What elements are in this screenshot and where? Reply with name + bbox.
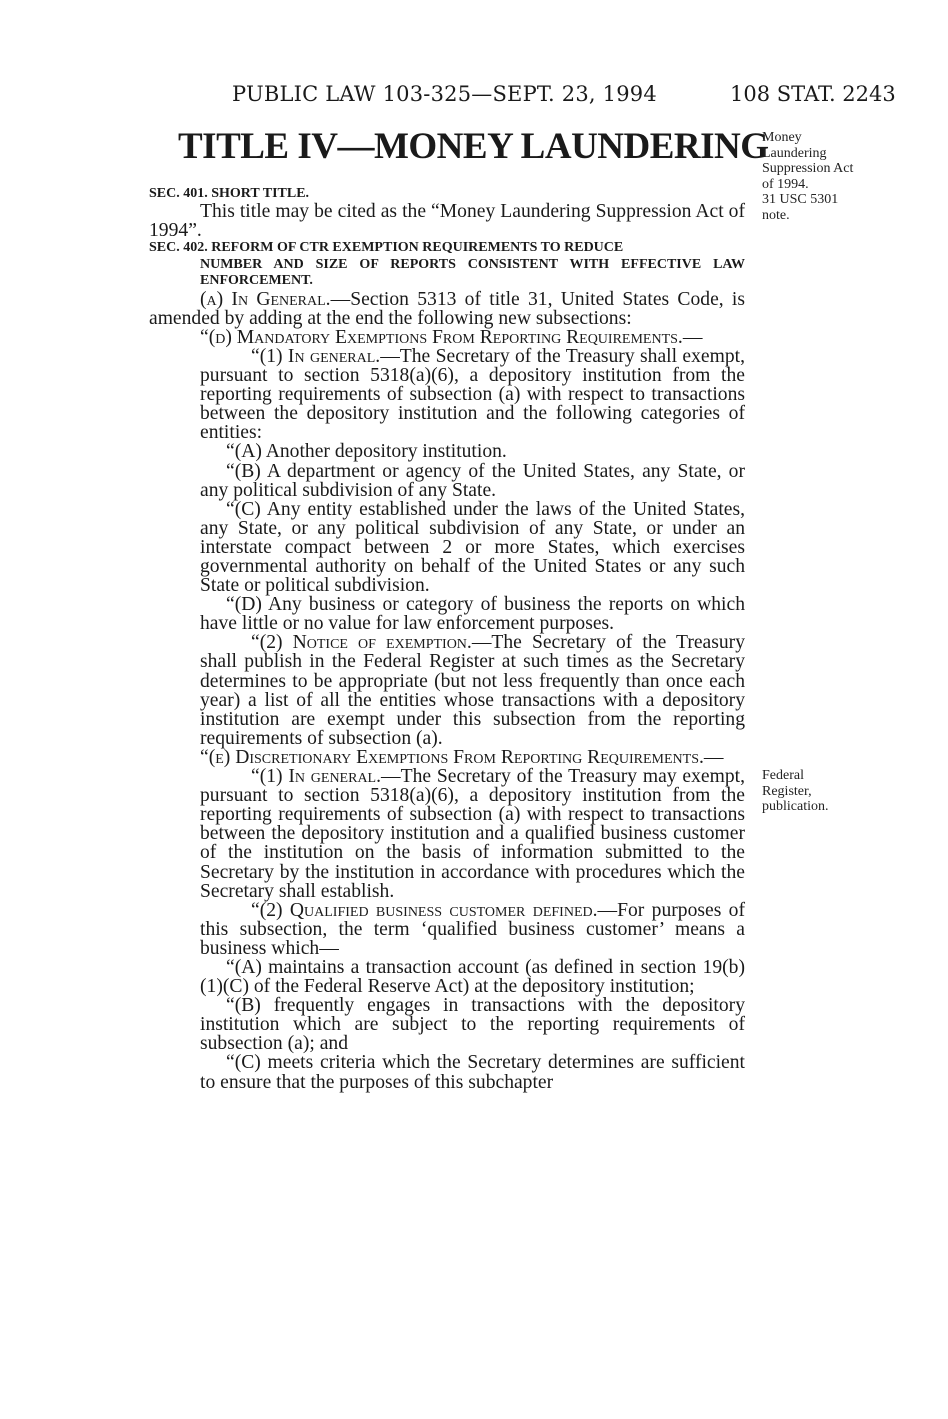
section-402-heading [149,240,745,290]
item-d-c: “(C) Any entity established under the laws of the United States, any State, or any political subdivision of any State, or under an interstate compact between 2 or more States, which exercises governmental authority on behalf of the United States or any such State or political subdivision. [200,498,745,597]
margin-note-line: Suppression Act [762,161,854,176]
margin-note-line: note. [762,207,790,223]
subsection-a [149,290,745,328]
paragraph-d1-label: “(1) In general. [251,345,381,367]
section-401-heading: SEC. 401. SHORT TITLE. [149,186,310,201]
paragraph-d1-text: —The Secretary of the Treasury shall exempt, pursuant to section 5318(a)(6), a depository institution from the reporting requirements of subsection (a) with respect to transactions between the depository institution and the following categories of entities: [200,345,745,444]
margin-note-short-title [762,130,902,223]
margin-note-line: of 1994. [762,176,809,192]
section-402-heading-line2: NUMBER AND SIZE OF REPORTS CONSISTENT WITH EFFECTIVE LAW ENFORCEMENT. [200,256,745,289]
margin-note-line: publication. [762,799,829,814]
law-citation: PUBLIC LAW 103-325—SEPT. 23, 1994 [232,82,657,106]
margin-note-line: Register, [762,783,812,799]
item-d-b: “(B) A department or agency of the United States, any State, or any political subdivision of any State. [200,460,745,501]
page-header [0,82,948,112]
margin-note-line: 31 USC 5301 [762,192,839,207]
section-402-heading-line1: SEC. 402. REFORM OF CTR EXEMPTION REQUIREMENTS TO REDUCE [149,240,624,256]
margin-note-line: Laundering [762,145,827,161]
paragraph-e1-text: —The Secretary of the Treasury may exempt, pursuant to section 5318(a)(6), a depository institution from the reporting requirements of subsection (a) with respect to transactions between the depository institution and a qualified business customer of the institution on the basis of information submitted to the Secretary by the institution in accordance with procedures which the Secretary shall establish. [200,766,746,902]
paragraph-e2 [149,901,745,958]
item-d-d: “(D) Any business or category of business the reports on which have little or no value for law enforcement purposes. [200,594,745,635]
paragraph-d1 [149,347,745,442]
margin-note-line: Federal [762,768,804,783]
title-heading: TITLE IV—MONEY LAUNDERING [178,126,769,167]
paragraph-e2-label: “(2) Qualified business customer defined. [251,899,598,921]
statute-page: 108 STAT. 2243 [730,82,896,106]
paragraph-d2-text: —The Secretary of the Treasury shall publish in the Federal Register at such times as the Secretary determines to be appropriate (but not less frequently than once each year) a list of all the entities whose transactions with a depository institution are exempt under this subsection from the reporting requirements of subsection (a). [200,632,745,749]
item-d-a: “(A) Another depository institution. [226,441,507,463]
paragraph-e2-text: —For purposes of this subsection, the term ‘qualified business customer’ means a business which— [200,899,745,959]
subsection-d-heading: “(d) Mandatory Exemptions From Reporting Requirements.— [200,326,703,348]
subsection-a-text: —Section 5313 of title 31, United States Code, is amended by adding at the end the following new subsections: [149,288,746,329]
item-e-c: “(C) meets criteria which the Secretary determines are sufficient to ensure that the purposes of this subchapter [200,1052,745,1093]
subsection-a-label: (a) In General. [200,288,331,310]
paragraph-e1 [149,767,745,901]
paragraph-d2-label: “(2) Notice of exemption. [251,632,472,654]
item-e-b: “(B) frequently engages in transactions with the depository institution which are subject to the reporting requirements of subsection (a); and [200,995,745,1055]
margin-note-line: Money [762,130,802,145]
subsection-e-heading: “(e) Discretionary Exemptions From Reporting Requirements.— [200,746,724,768]
section-401-text: This title may be cited as the “Money Laundering Suppression Act of 1994”. [149,201,745,242]
paragraph-d2 [149,633,745,748]
item-e-a: “(A) maintains a transaction account (as defined in section 19(b)(1)(C) of the Federal Reserve Act) at the depository institution; [200,956,745,998]
paragraph-e1-label: “(1) In general. [251,766,382,788]
document-body [149,185,745,1092]
margin-note-federal-register [762,768,902,815]
